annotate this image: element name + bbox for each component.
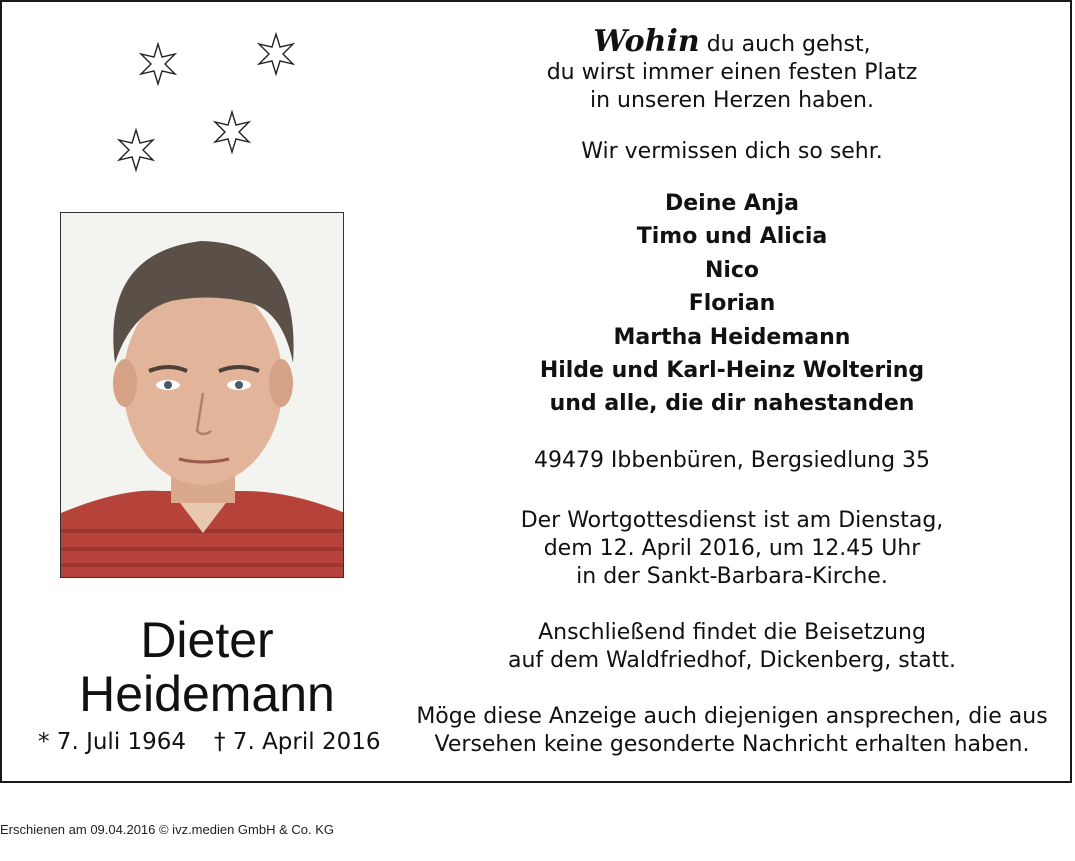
closing-note [402, 703, 1062, 759]
stars-decoration [102, 22, 302, 182]
service-line: in der Sankt-Barbara-Kirche. [576, 564, 888, 589]
life-dates [38, 729, 388, 755]
star-icon [141, 44, 175, 84]
star-icon [215, 112, 249, 152]
note-line: Versehen keine gesonderte Nachricht erhalten haben. [434, 732, 1030, 757]
burial-info [402, 619, 1062, 675]
publication-footer: Erschienen am 09.04.2016 © ivz.medien GmbH & Co. KG [0, 822, 335, 837]
quote-line-1 [402, 24, 1062, 59]
miss-text: Wir vermissen dich so sehr. [581, 139, 883, 164]
quote-line-3: in unseren Herzen haben. [590, 88, 874, 113]
quote-line-2: du wirst immer einen festen Platz [546, 60, 918, 85]
mourners-list [402, 187, 1062, 421]
mourner: Hilde und Karl-Heinz Woltering [539, 358, 925, 384]
service-line: dem 12. April 2016, um 12.45 Uhr [543, 536, 921, 561]
mourner: Deine Anja [664, 191, 800, 216]
star-icon [119, 130, 153, 170]
birth-date: * 7. Juli 1964 [38, 729, 187, 755]
burial-line: Anschließend findet die Beisetzung [538, 620, 926, 645]
quote-line-1-rest: du auch gehst, [706, 32, 871, 57]
address: 49479 Ibbenbüren, Bergsiedlung 35 [533, 448, 931, 473]
mourner: Martha Heidemann [613, 324, 851, 350]
quote-first-word: Wohin [593, 24, 700, 59]
service-line: Der Wortgottesdienst ist am Dienstag, [520, 508, 944, 533]
service-info [402, 507, 1062, 591]
deceased-first-name: Dieter [140, 612, 274, 668]
quote [402, 24, 1062, 115]
mourner: Timo und Alicia [636, 224, 828, 250]
star-icon [259, 34, 293, 74]
burial-line: auf dem Waldfriedhof, Dickenberg, statt. [507, 648, 957, 673]
mourner: und alle, die dir nahestanden [549, 391, 915, 417]
death-date: † 7. April 2016 [214, 729, 381, 755]
mourner: Nico [704, 257, 760, 283]
deceased-last-name: Heidemann [79, 666, 335, 722]
portrait-photo [60, 212, 344, 578]
note-line: Möge diese Anzeige auch diejenigen ansprechen, die aus [416, 704, 1048, 729]
mourner: Florian [688, 291, 776, 317]
